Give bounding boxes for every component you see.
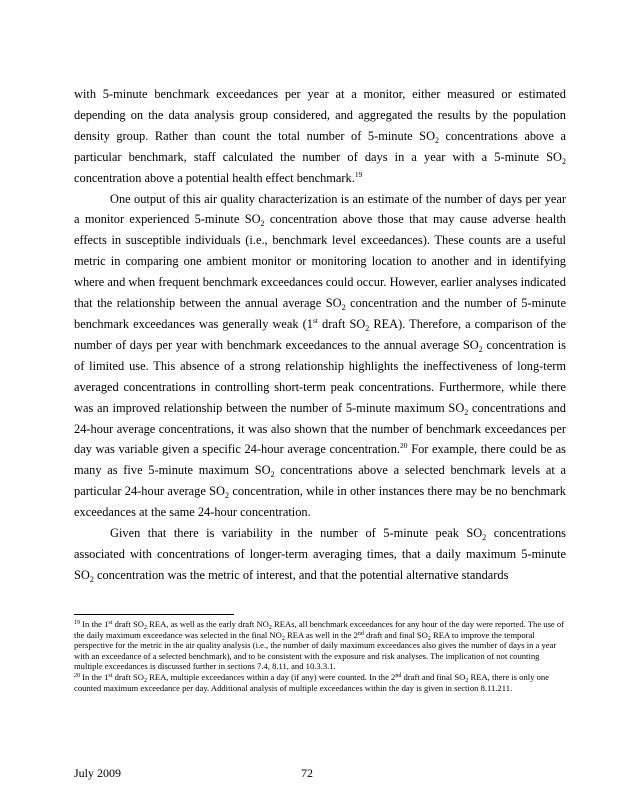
page-number: 72 bbox=[301, 766, 313, 780]
footnotes bbox=[74, 619, 566, 693]
footer-date: July 2009 bbox=[74, 766, 122, 780]
footnote-ref-19[interactable]: 19 bbox=[354, 169, 363, 179]
body-text bbox=[74, 84, 566, 586]
paragraph-2: One output of this air quality characterization is an estimate of the number of days per year a monitor experienced 5-minute $SO_2$ concentration above those that may cause adverse health effects in susceptible individuals (i.e., benchmark level exceedances). These counts are a useful metric in comparing one ambient monitor or monitoring location to another and in identifying where and when frequent benchmark exceedances could occur. However, earlier analyses indicated that the relationship between the annual average $SO_2$ concentration and the number of 5-minute benchmark exceedances was generally weak (1st draft $SO_2$ REA). Therefore, a comparison of the number of days per year with benchmark exceedances to the annual average $SO_2$ concentration is of limited use. This absence of a strong relationship highlights the ineffectiveness of long-term averaged concentrations in controlling short-term peak concentrations. Furthermore, while there was an improved relationship between the number of 5-minute maximum $SO_2$ concentrations and 24-hour average concentrations, it was also shown that the number of benchmark exceedances per day was variable given a specific 24-hour average concentration.$^{20}$ For example, there could be as many as five 5-minute maximum $SO_2$ concentrations above a selected benchmark levels at a particular 24-hour average $SO_2$ concentration, while in other instances there may be no benchmark exceedances at the same 24-hour concentration. bbox=[74, 191, 567, 520]
footnote-20: $^{20}$ In the 1st draft $SO_2$ REA, multiple exceedances within a day (if any) were counted. In the 2nd draft and final $SO_2$ REA, there is only one counted maximum exceedance per day. Additional analysis of multiple exceedances within the day is given in section 8.11.211. bbox=[74, 671, 549, 693]
footnote-19: $^{19}$ In the 1st draft $SO_2$ REA, as well as the early draft $NO_2$ REAs, all benchmark exceedances for any hour of the day were reported. The use of the daily maximum exceedance was selected in the final $NO_2$ REA as well in the 2nd draft and final $SO_2$ REA to improve the temporal perspective for the metric in the air quality analysis (i.e., the number of daily maximum exceedances also gives the number of days in a year with an exceedance of a selected benchmark), and to be consistent with the exposure and risk analyses. The implication of not counting multiple exceedances is discussed further in sections 7.4, 8.11, and 10.3.3.1. bbox=[74, 619, 565, 672]
footnote-ref-20[interactable]: 20 bbox=[400, 441, 408, 451]
paragraph-1: with 5-minute benchmark exceedances per year at a monitor, either measured or estimated depending on the data analysis group considered, and aggregated the results by the population density group. Rather than count the total number of 5-minute $SO_2$ concentrations above a particular benchmark, staff calculated the number of days in a year with a 5-minute $SO_2$ concentration above a potential health effect benchmark.$^{19}$ bbox=[74, 87, 566, 185]
footnote-separator bbox=[74, 614, 234, 615]
paragraph-3: Given that there is variability in the number of 5-minute peak $SO_2$ concentrations associated with concentrations of longer-term averaging times, that a daily maximum 5-minute $SO_2$ concentration was the metric of interest, and that the potential alternative standards bbox=[74, 526, 567, 584]
